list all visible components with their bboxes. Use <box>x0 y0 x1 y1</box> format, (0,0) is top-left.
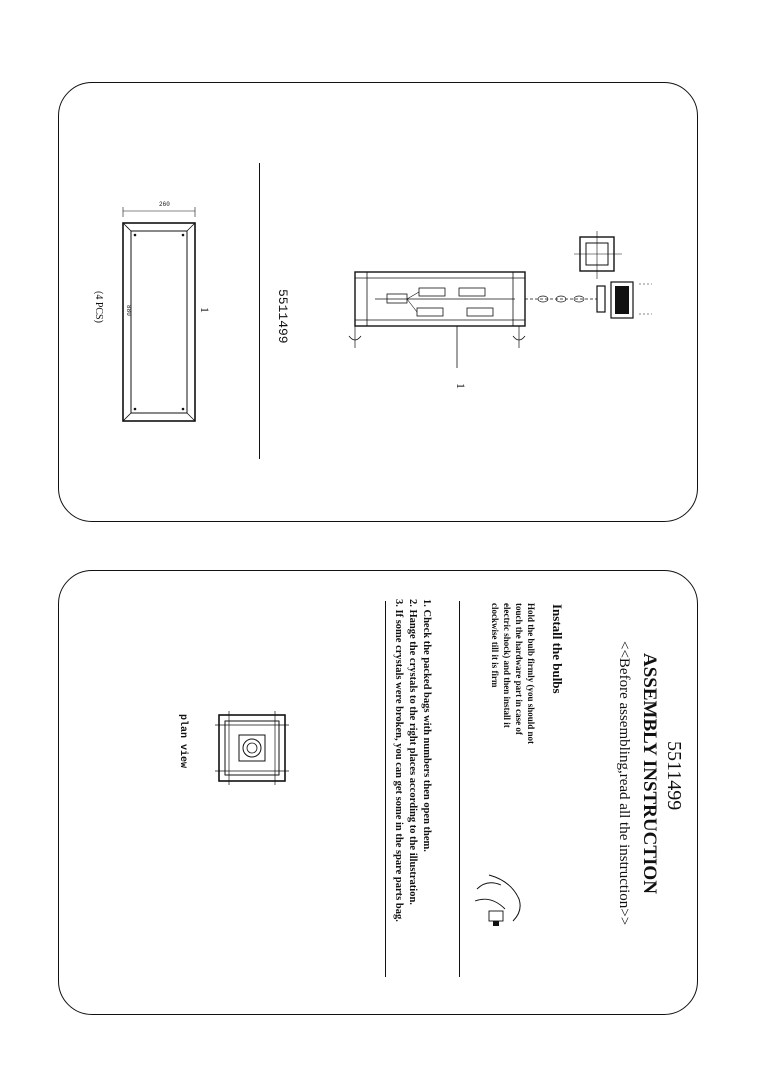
divider-line <box>259 163 260 459</box>
canopy-plan-drawing <box>574 231 624 281</box>
step-3: 3. If some crystals were broken, you can get some in the spare parts bag. <box>393 599 404 922</box>
step-1: 1. Check the packed bags with numbers then open them. <box>421 599 432 852</box>
bulb-hand-icon <box>469 871 531 931</box>
instruction-panel <box>58 570 698 1015</box>
bulbs-text-line-3: electric shock) and then install it <box>502 603 512 728</box>
assembly-subtitle: <<Before assembling,read all the instruction>> <box>616 641 632 926</box>
plan-view-label: plan view <box>177 714 188 769</box>
divider-line-left <box>385 601 386 977</box>
model-number: 5511499 <box>275 289 290 344</box>
step-2: 2. Hange the crystals to the right places according to the illustration. <box>407 599 418 905</box>
bulbs-text-line-2: touch the hardware part in case of <box>514 603 524 735</box>
glass-pane-drawing <box>119 203 212 423</box>
fixture-part-label: 1 <box>454 383 468 389</box>
assembly-title: ASSEMBLY INSTRUCTION <box>639 653 660 894</box>
dimension-width: 260 <box>159 201 170 208</box>
bulbs-heading: Install the bulbs <box>550 604 565 694</box>
parts-panel <box>58 82 698 522</box>
bulbs-text-line-4: clockwise till it is firm <box>490 603 500 688</box>
bulbs-text-line-1: Hold the bulb firmly (you should not <box>526 603 536 745</box>
dimension-length: 880 <box>125 305 132 316</box>
plan-view-drawing <box>215 711 291 787</box>
quantity-label: (4 PCS) <box>93 291 104 323</box>
part-number: 1 <box>198 307 212 313</box>
divider-line-right <box>459 601 460 977</box>
model-number-heading: 5511499 <box>663 741 685 811</box>
